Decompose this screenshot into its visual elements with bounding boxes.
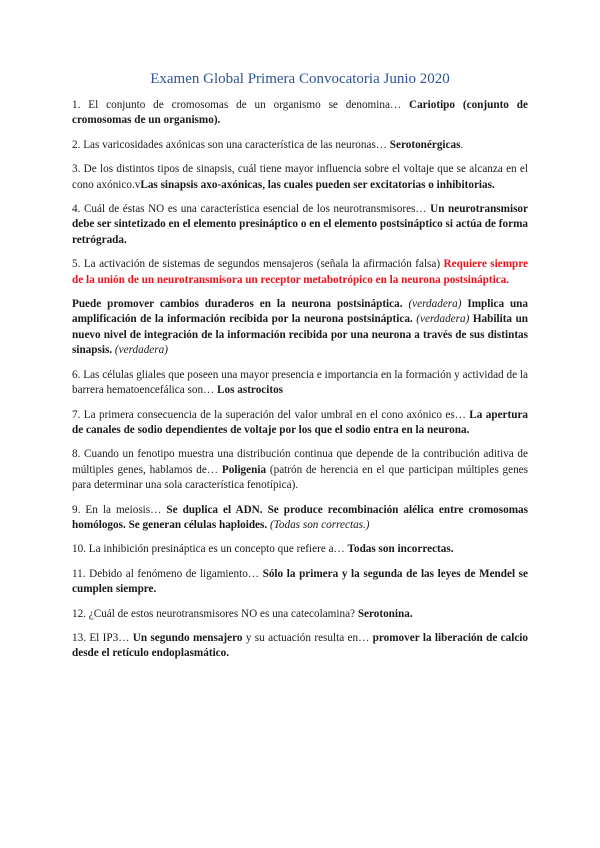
- answer-text: Los astrocitos: [217, 384, 284, 397]
- question-text: 9. En la meiosis…: [72, 503, 167, 516]
- question-text: 10. La inhibición presináptica es un concepto que refiere a…: [72, 543, 348, 556]
- statement-1: Puede promover cambios duraderos en la neurona postsináptica.: [72, 298, 403, 311]
- question-text: 6. Las células gliales que poseen una mayor presencia e importancia en la formación y actividad de la barrera hematoencefálica son…: [72, 368, 528, 397]
- answer-text: Cariotipo (conjunto de cromosomas de un organismo).: [72, 99, 528, 127]
- question-11: [72, 567, 528, 598]
- answer-text: Se duplica el ADN. Se produce recombinación alélica entre cromosomas homólogos. Se generan células haploides.: [72, 503, 528, 531]
- statement-3: Habilita un nuevo nivel de integración de la información recibida por una neurona a través de sus distintas sinapsis.: [72, 313, 529, 357]
- question-text: 8. Cuando un fenotipo muestra una distribución continua que depende de la contribución aditiva de múltiples genes, hablamos de…: [72, 448, 528, 476]
- answer-text: Serotonérgicas: [389, 138, 461, 151]
- question-5-true-statements: [72, 297, 528, 359]
- answer-text: Sólo la primera y la segunda de las leyes de Mendel se cumplen siempre.: [72, 567, 529, 596]
- answer-text: Un neurotransmisor debe ser sintetizado en el elemento presináptico o en el elemento postsináptico si actúa de forma retrógrada.: [72, 203, 528, 246]
- false-answer-text: Requiere siempre de la unión de un neurotransmisora un receptor metabotrópico en la neurona postsináptica.: [72, 258, 528, 286]
- question-1: [72, 98, 528, 129]
- answer-text: Todas son incorrectas.: [347, 543, 454, 556]
- question-3: [72, 162, 528, 193]
- statement-1-note: (verdadera): [402, 298, 468, 311]
- question-12: [72, 607, 528, 622]
- statement-2: Implica una amplificación de la información recibida por la neurona postsináptica.: [72, 298, 528, 326]
- question-10: [72, 542, 528, 557]
- question-text: 7. La primera consecuencia de la superación del valor umbral en el cono axónico es…: [72, 408, 470, 421]
- question-text-continued: y su actuación resulta en…: [242, 631, 373, 644]
- answer-text: Poligenia: [221, 463, 267, 476]
- exam-page: [72, 70, 528, 671]
- question-7: [72, 408, 528, 439]
- question-text: 2. Las varicosidades axónicas son una característica de las neuronas…: [72, 138, 390, 151]
- question-8: [72, 447, 528, 493]
- answer-note: (Todas son correctas.): [267, 518, 370, 531]
- period: .: [460, 138, 464, 151]
- answer-text-1: Un segundo mensajero: [132, 631, 243, 644]
- answer-explanation: (patrón de herencia en el que participan múltiples genes para determinar una sola característica fenotípica).: [72, 463, 528, 492]
- question-9: [72, 503, 528, 534]
- question-5: [72, 257, 528, 288]
- statement-3-note: (verdadera): [112, 344, 168, 357]
- answer-text-2: promover la liberación de calcio desde el retículo endoplasmático.: [72, 631, 529, 660]
- question-2: [72, 138, 528, 153]
- answer-text: Serotonina.: [357, 607, 413, 620]
- answer-text: Las sinapsis axo-axónicas, las cuales pueden ser excitatorias o inhibitorias.: [140, 178, 495, 191]
- statement-2-note: (verdadera): [412, 313, 473, 326]
- question-text: 5. La activación de sistemas de segundos mensajeros (señala la afirmación falsa): [72, 258, 444, 271]
- question-text: 12. ¿Cuál de estos neurotransmisores NO es una catecolamina?: [72, 607, 358, 620]
- question-4: [72, 202, 528, 248]
- question-text: 4. Cuál de éstas NO es una característica esencial de los neurotransmisores…: [72, 203, 431, 216]
- question-text: 3. De los distintos tipos de sinapsis, cuál tiene mayor influencia sobre el voltaje que se alcanza en el cono axónico.v: [72, 163, 528, 191]
- answer-text: La apertura de canales de sodio dependientes de voltaje por los que el sodio entra en la neurona.: [72, 408, 529, 436]
- question-13: [72, 631, 528, 662]
- question-text: 11. Debido al fenómeno de ligamiento…: [72, 567, 263, 580]
- exam-title: Examen Global Primera Convocatoria Junio 2020: [150, 71, 450, 87]
- question-text: 1. El conjunto de cromosomas de un organismo se denomina…: [72, 99, 409, 111]
- question-6: [72, 368, 528, 399]
- question-text: 13. El IP3…: [72, 631, 133, 644]
